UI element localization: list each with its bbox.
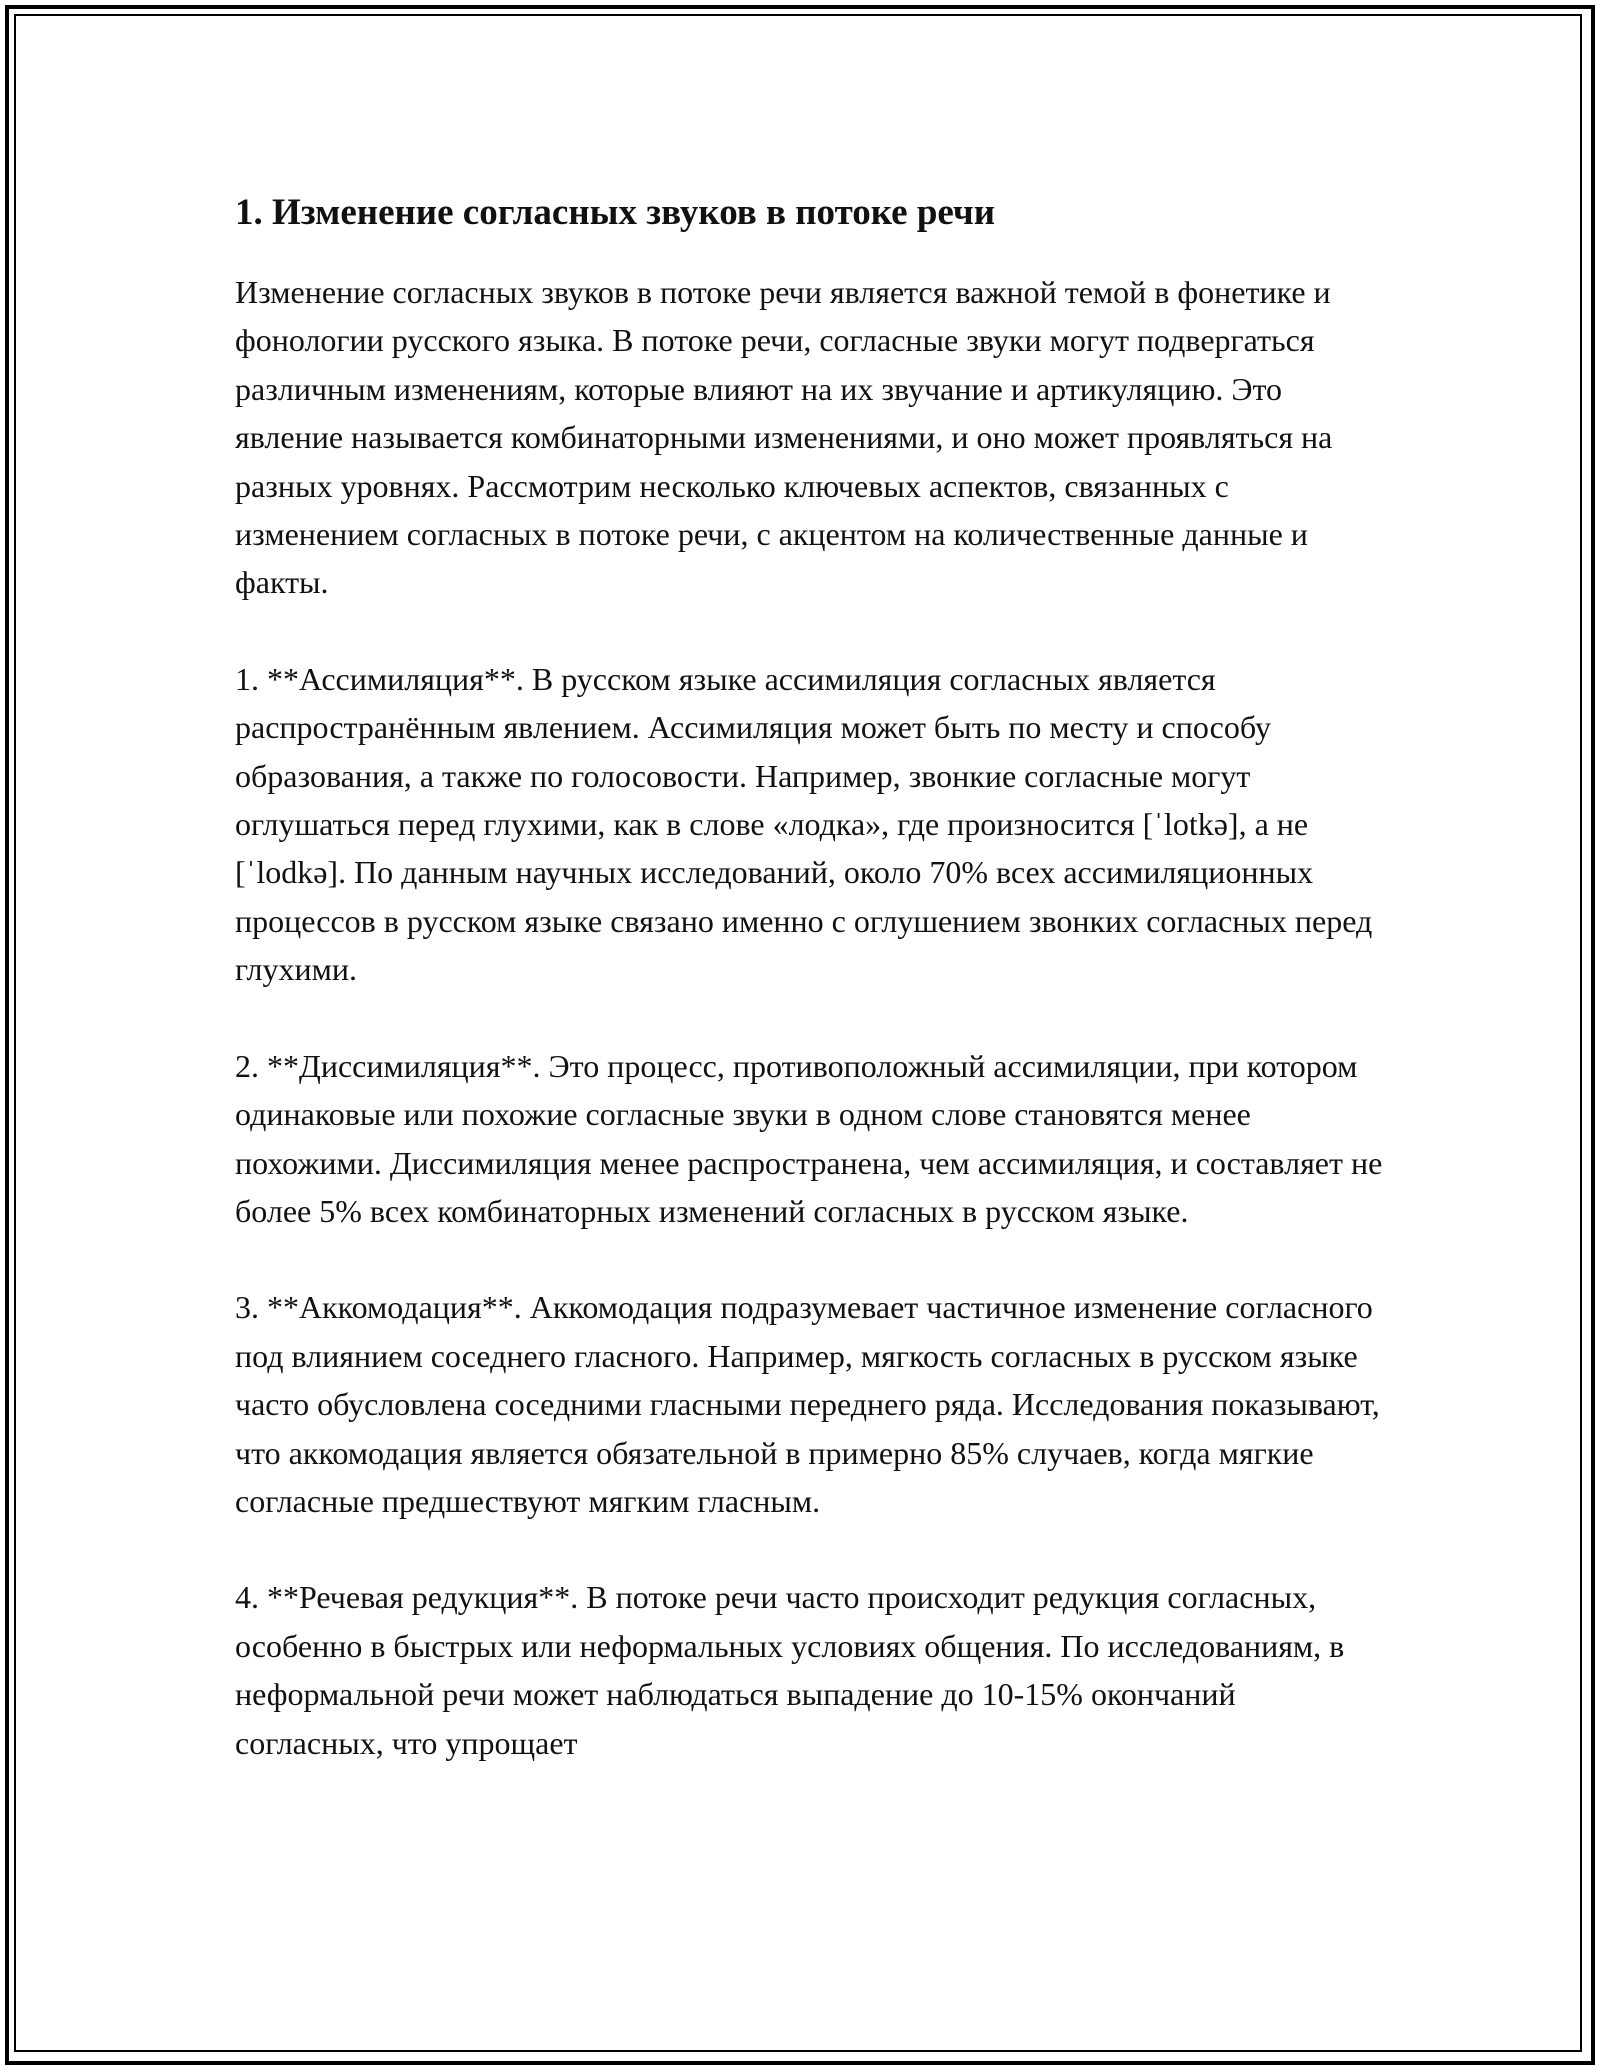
section-heading: 1. Изменение согласных звуков в потоке речи [235,192,996,233]
assimilation-paragraph: 1. **Ассимиляция**. В русском языке ассимиляция согласных является распространённым явлением. Ассимиляция может быть по месту и способу образования, а также по голосовости. Например, звонкие согласные могут оглушаться перед глухими, как в слове «лодка», где произносится [ˈlotkə], а не [ˈlodkə]. По данным научных исследований, около 70% всех ассимиляционных процессов в русском языке связано именно с оглушением звонких согласных перед глухими. [235,660,1373,988]
accommodation-paragraph: 3. **Аккомодация**. Аккомодация подразумевает частичное изменение согласного под влиянием соседнего гласного. Например, мягкость согласных в русском языке часто обусловлена соседними гласными переднего ряда. Исследования показывают, что аккомодация является обязательной в примерно 85% случаев, когда мягкие согласные предшествуют мягким гласным. [235,1289,1380,1519]
dissimilation-paragraph: 2. **Диссимиляция**. Это процесс, противоположный ассимиляции, при котором одинаковые или похожие согласные звуки в одном слове становятся менее похожими. Диссимиляция менее распространена, чем ассимиляция, и составляет не более 5% всех комбинаторных изменений согласных в русском языке. [235,1047,1383,1229]
intro-paragraph: Изменение согласных звуков в потоке речи является важной темой в фонетике и фонологии русского языка. В потоке речи, согласные звуки могут подвергаться различным изменениям, которые влияют на их звучание и артикуляцию. Это явление называется комбинаторными изменениями, и оно может проявляться на разных уровнях. Рассмотрим несколько ключевых аспектов, связанных с изменением согласных в потоке речи, с акцентом на количественные данные и факты. [235,274,1333,601]
document-body [235,180,1385,1815]
speech-reduction-paragraph: 4. **Речевая редукция**. В потоке речи часто происходит редукция согласных, особенно в быстрых или неформальных условиях общения. По исследованиям, в неформальной речи может наблюдаться выпадение до 10-15% окончаний согласных, что упрощает [235,1579,1345,1761]
